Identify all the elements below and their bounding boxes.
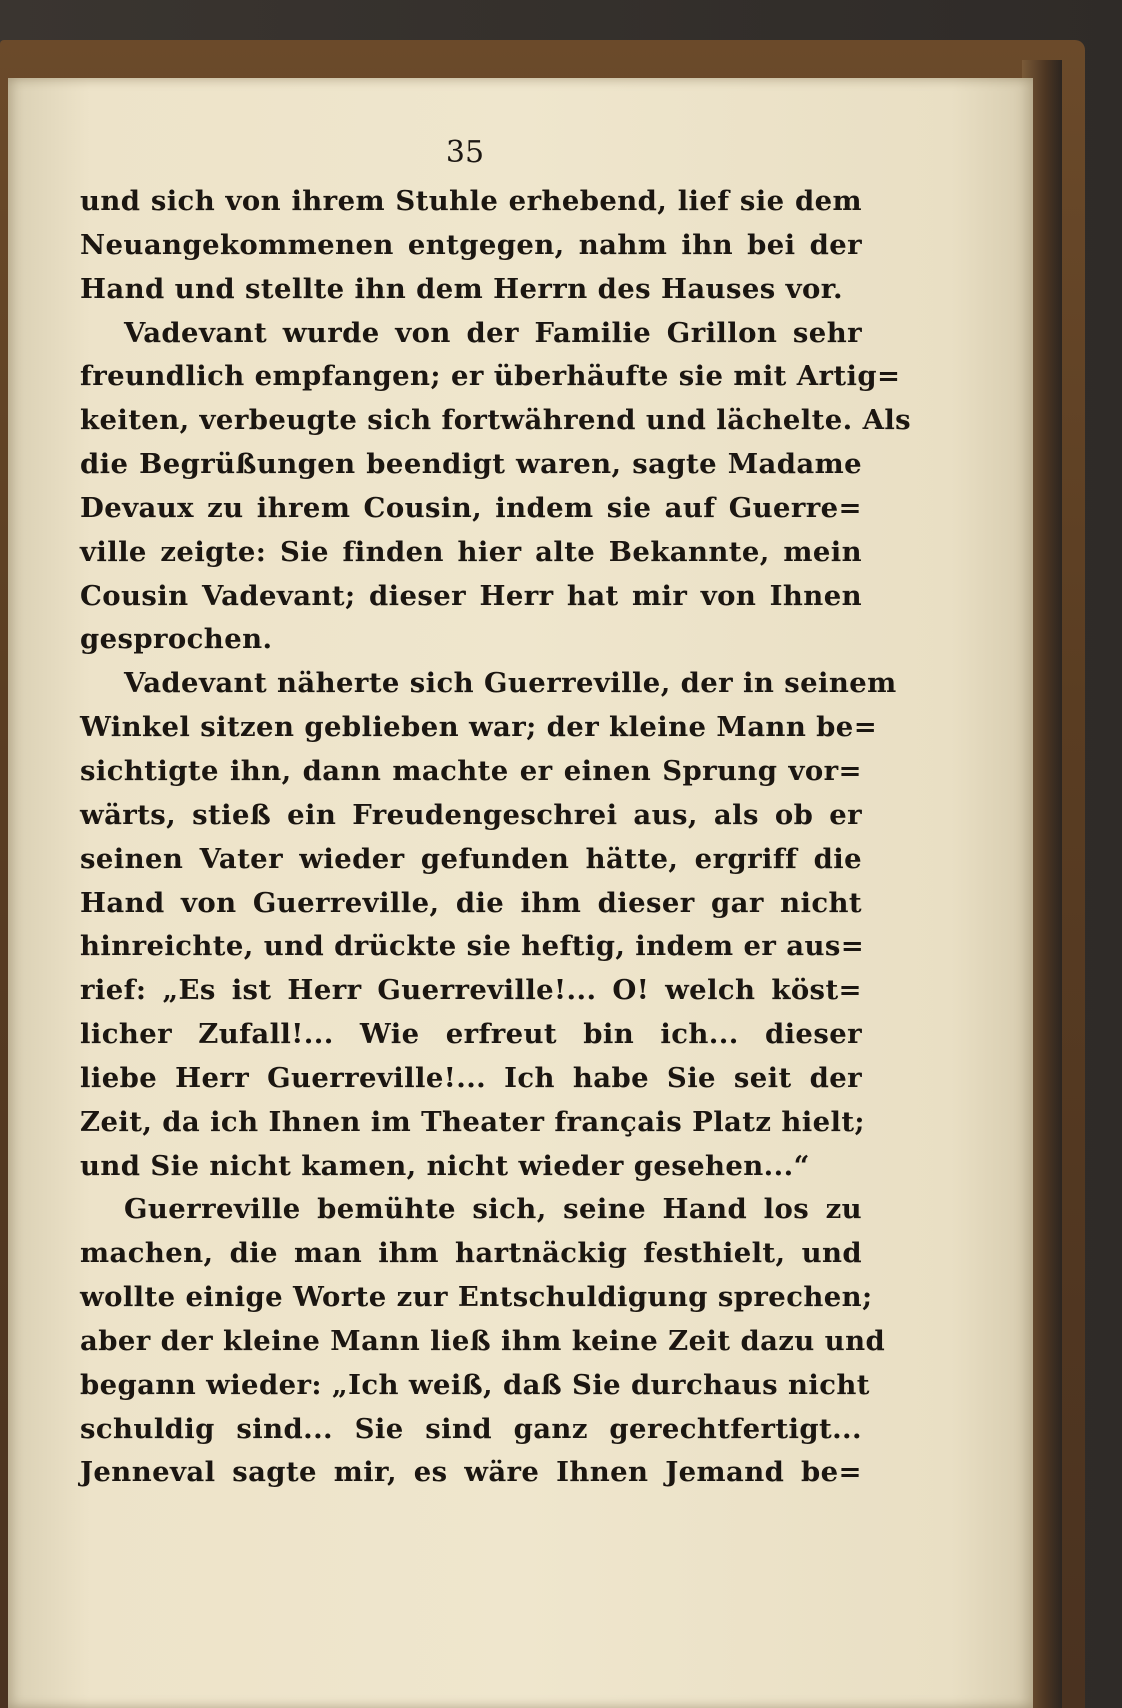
text-line: Hand von Guerreville, die ihm dieser gar nicht	[80, 886, 862, 919]
text-line: begann wieder: „Ich weiß, daß Sie durchaus nicht	[80, 1368, 870, 1401]
text-line: seinen Vater wieder gefunden hätte, ergriff die	[80, 842, 862, 875]
text-line: gesprochen.	[80, 623, 273, 656]
text-line: und sich von ihrem Stuhle erhebend, lief sie dem	[80, 185, 862, 217]
text-line: Guerreville bemühte sich, seine Hand los zu	[124, 1193, 862, 1226]
text-line: freundlich empfangen; er überhäufte sie mit Artig=	[80, 360, 901, 393]
text-line: wärts, stieß ein Freudengeschrei aus, als ob er	[80, 798, 862, 831]
text-line: wollte einige Worte zur Entschuldigung sprechen;	[80, 1281, 873, 1314]
text-line: Cousin Vadevant; dieser Herr hat mir von Ihnen	[80, 579, 862, 612]
text-line: aber der kleine Mann ließ ihm keine Zeit dazu und	[80, 1324, 886, 1357]
text-line: machen, die man ihm hartnäckig festhielt, und	[80, 1237, 862, 1270]
text-line: die Begrüßungen beendigt waren, sagte Madame	[80, 448, 862, 481]
text-line: und Sie nicht kamen, nicht wieder gesehen...“	[80, 1149, 810, 1182]
page-text-block	[80, 180, 912, 1495]
text-line: Devaux zu ihrem Cousin, indem sie auf Guerre=	[80, 491, 862, 524]
text-line: sichtigte ihn, dann machte er einen Sprung vor=	[80, 754, 862, 787]
text-line: hinreichte, und drückte sie heftig, indem er aus=	[80, 930, 865, 963]
text-line: keiten, verbeugte sich fortwährend und lächelte. Als	[80, 404, 912, 437]
text-line: licher Zufall!... Wie erfreut bin ich... dieser	[80, 1018, 862, 1051]
text-line: Hand und stellte ihn dem Herrn des Hauses vor.	[80, 272, 844, 305]
text-line: rief: „Es ist Herr Guerreville!... O! welch köst=	[80, 974, 862, 1007]
text-line: liebe Herr Guerreville!... Ich habe Sie seit der	[80, 1061, 862, 1094]
text-line: Jenneval sagte mir, es wäre Ihnen Jemand be=	[80, 1456, 862, 1489]
text-line: Winkel sitzen geblieben war; der kleine Mann be=	[80, 711, 878, 744]
text-line: ville zeigte: Sie finden hier alte Bekannte, mein	[80, 535, 862, 568]
text-line: schuldig sind... Sie sind ganz gerechtfertigt...	[80, 1412, 862, 1445]
text-line: Neuangekommenen entgegen, nahm ihn bei der	[80, 228, 862, 261]
text-line: Zeit, da ich Ihnen im Theater français Platz hielt;	[80, 1105, 865, 1138]
text-line: Vadevant näherte sich Guerreville, der in seinem	[124, 667, 897, 700]
page-number: 35	[445, 135, 485, 170]
text-line: Vadevant wurde von der Familie Grillon sehr	[124, 316, 862, 349]
